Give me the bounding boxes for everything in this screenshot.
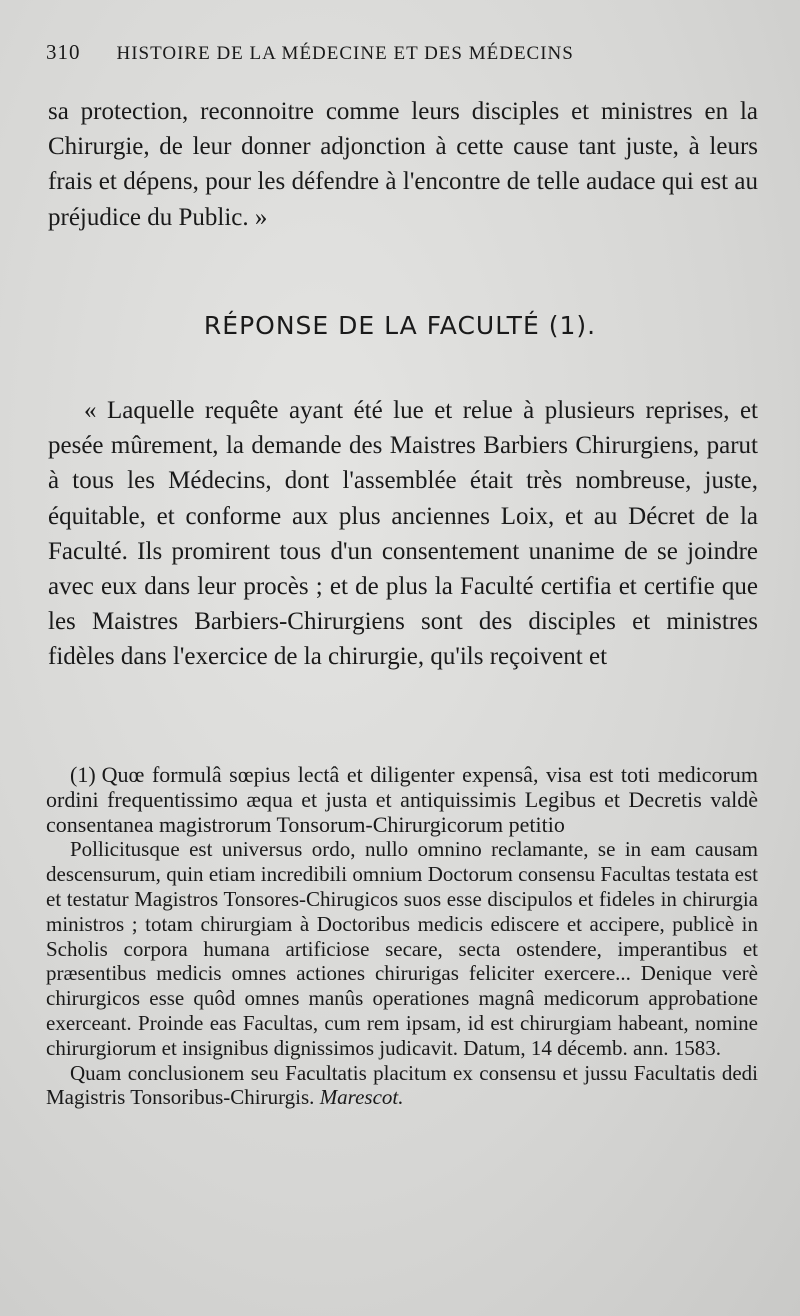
- footnote-paragraph-1: [46, 763, 758, 837]
- footnote-signature: Marescot.: [319, 1085, 404, 1110]
- main-paragraph-block: [48, 393, 758, 675]
- intro-paragraph: sa protection, reconnoitre comme leurs disciples et ministres en la Chirurgie, de leur donner adjonction à cette cause tant juste, à leurs frais et dépens, pour les défendre à l'encontre de telle audace qui est au préjudice du Public. »: [48, 98, 758, 231]
- footnote: [46, 763, 758, 1110]
- page-number: 310: [46, 40, 81, 64]
- footnote-text-1: Quœ formulâ sœpius lectâ et diligenter expensâ, visa est toti medicorum ordini frequentissimo æqua et justa et antiquissimis Legibus et Decretis valdè consentanea magistrorum Tonsorum-Chirurgicorum petitio: [46, 762, 758, 837]
- footnote-paragraph-2: Pollicitusque est universus ordo, nullo omnino reclamante, se in eam causam descensurum, quin etiam incredibili omnium Doctorum consensu Facultas testata est et testatur Magistros Tonsores-Chirugicos suos esse discipulos et fideles in chirurgia ministros ; totam chirurgiam à Doctoribus medicis ediscere et accipere, publicè in Scholis corpora humana artificiose secare, secta ostendere, imperantibus et præsentibus medicis omnes actiones chirurigas feliciter exercere... Denique verè chirurgicos esse quôd omnes manûs operationes magnâ medicorum approbatione exerceant. Proinde eas Facultas, cum rem ipsam, id est chirurgiam habeant, nomine chirurgiorum et insignibus dignissimos judicavit. Datum, 14 décemb. ann. 1583.: [46, 837, 758, 1060]
- intro-paragraph-block: [48, 94, 758, 235]
- running-header: [46, 40, 666, 65]
- section-heading: RÉPONSE DE LA FACULTÉ (1).: [203, 311, 597, 340]
- footnote-paragraph-3: [46, 1061, 758, 1111]
- running-title: HISTOIRE DE LA MÉDECINE ET DES MÉDECINS: [116, 43, 574, 64]
- footnote-text-3: Quam conclusionem seu Facultatis placitum ex consensu et jussu Facultatis dedi Magistris Tonsoribus-Chirurgis.: [46, 1060, 758, 1110]
- main-paragraph: « Laquelle requête ayant été lue et relue à plusieurs reprises, et pesée mûrement, la demande des Maistres Barbiers Chirurgiens, parut à tous les Médecins, dont l'assemblée était très nombreuse, juste, équitable, et conforme aux plus anciennes Loix, et au Décret de la Faculté. Ils promirent tous d'un consentement unanime de se joindre avec eux dans leur procès ; et de plus la Faculté certifia et certifie que les Maistres Barbiers-Chirurgiens sont des disciples et ministres fidèles dans l'exercice de la chirurgie, qu'ils reçoivent et: [48, 397, 758, 671]
- footnote-marker: (1): [70, 762, 96, 787]
